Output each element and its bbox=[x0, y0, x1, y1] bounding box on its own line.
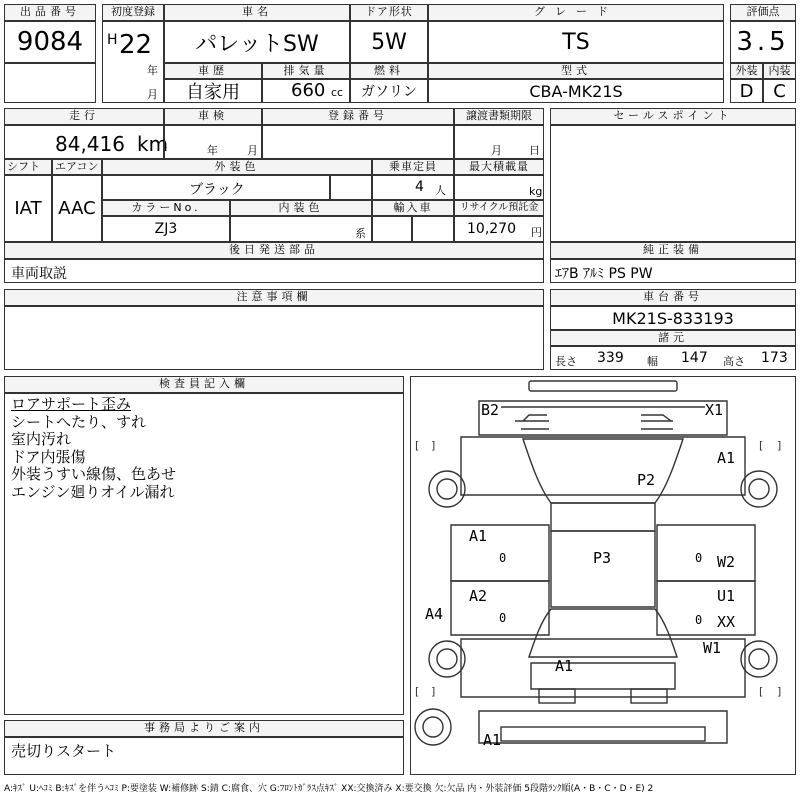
front-left-wheel bbox=[429, 471, 465, 507]
exterior-grade-label: 外装 bbox=[730, 63, 763, 79]
model-code: CBA-MK21S bbox=[428, 79, 724, 103]
recycle-unit: 円 bbox=[531, 226, 542, 239]
max-load-cell bbox=[454, 175, 544, 200]
sales-point bbox=[550, 125, 796, 242]
inspector-line: ロアサポート歪み bbox=[11, 395, 132, 413]
roof-shape bbox=[551, 531, 655, 607]
score: 3.5 bbox=[730, 21, 796, 63]
dimensions-cell bbox=[550, 346, 796, 370]
inspection-year-unit: 年 bbox=[207, 144, 218, 157]
right-rear-door-shape bbox=[657, 581, 755, 635]
interior-grade-label: 内装 bbox=[763, 63, 796, 79]
registration-year: 22 bbox=[119, 30, 153, 60]
later-parts: 車両取説 bbox=[4, 259, 544, 283]
inspector-line: エンジン廻りオイル漏れ bbox=[11, 482, 175, 501]
inspection-month-unit: 月 bbox=[247, 144, 258, 157]
width-label: 幅 bbox=[647, 355, 658, 368]
office-notice-label: 事務局よりご案内 bbox=[4, 720, 404, 737]
inspector-notes bbox=[4, 393, 404, 715]
svg-text:]: ] bbox=[777, 685, 782, 698]
shift-label: シフト bbox=[4, 159, 52, 175]
dimensions-label: 諸元 bbox=[550, 330, 796, 346]
import-label: 輸入車 bbox=[372, 200, 454, 216]
interior-color-cell bbox=[230, 216, 372, 242]
rear-window-shape bbox=[529, 609, 677, 657]
front-fenders-shape bbox=[461, 437, 745, 495]
length: 339 bbox=[597, 350, 624, 366]
transfer-deadline-label: 譲渡書類期限 bbox=[454, 108, 544, 125]
inspector-line: ドア内張傷 bbox=[11, 447, 86, 466]
sales-point-label: セールスポイント bbox=[550, 108, 796, 125]
capacity-unit: 人 bbox=[435, 184, 446, 197]
fuel-label: 燃料 bbox=[350, 63, 428, 79]
damage-mark-a1-roof: A1 bbox=[555, 657, 574, 675]
equipment: ｴｱB ｱﾙﾐ PS PW bbox=[550, 259, 796, 283]
front-roof-shape bbox=[551, 503, 655, 531]
transfer-deadline-cell bbox=[454, 125, 544, 159]
equipment-label: 純正装備 bbox=[550, 242, 796, 259]
height: 173 bbox=[761, 350, 788, 366]
damage-mark-w2: W2 bbox=[717, 553, 736, 571]
capacity-cell bbox=[372, 175, 454, 200]
inspector-label: 検査員記入欄 bbox=[4, 376, 404, 393]
max-load-label: 最大積載量 bbox=[454, 159, 544, 175]
svg-text:[: [ bbox=[415, 685, 420, 698]
transfer-day-unit: 日 bbox=[529, 144, 540, 157]
damage-mark-u1: U1 bbox=[717, 587, 736, 605]
grade: TS bbox=[428, 21, 724, 63]
later-parts-label: 後日発送部品 bbox=[4, 242, 544, 259]
svg-text:[: [ bbox=[415, 439, 420, 452]
exterior-grade: D bbox=[730, 79, 763, 103]
import-cell-b bbox=[412, 216, 454, 242]
svg-text:]: ] bbox=[431, 685, 436, 698]
interior-grade: C bbox=[763, 79, 796, 103]
rear-plate-area bbox=[501, 727, 705, 741]
damage-mark-a1-left-front: A1 bbox=[469, 527, 488, 545]
era-letter: H bbox=[107, 32, 118, 48]
history-label: 車歴 bbox=[164, 63, 262, 79]
damage-mark-a1-front-right: A1 bbox=[717, 449, 736, 467]
interior-color-unit: 系 bbox=[355, 227, 366, 240]
damage-mark-zero-right-front: 0 bbox=[695, 551, 703, 565]
registration-number-label: 登録番号 bbox=[262, 108, 454, 125]
damage-mark-zero-right-rear: 0 bbox=[695, 613, 703, 627]
rear-left-lamp bbox=[539, 689, 575, 703]
lot-number: 9084 bbox=[4, 21, 96, 63]
rear-right-lamp bbox=[631, 689, 667, 703]
rear-left-wheel bbox=[429, 641, 465, 677]
spare-wheel bbox=[415, 709, 451, 745]
car-damage-diagram bbox=[410, 376, 796, 775]
max-load-unit: kg bbox=[529, 185, 543, 198]
recycle-cell bbox=[454, 216, 544, 242]
color-number-label: カラーNo. bbox=[102, 200, 230, 216]
width: 147 bbox=[681, 350, 708, 366]
inspector-line: 室内汚れ bbox=[11, 430, 72, 448]
aircon-label: エアコン bbox=[52, 159, 102, 175]
damage-code-legend: A:ｷｽﾞ U:ﾍｺﾐ B:ｷｽﾞを伴うﾍｺﾐ P:要塗装 W:補修跡 S:錆 C:腐食、穴 G:ﾌﾛﾝﾄｶﾞﾗｽ点ｷｽﾞ XX:交換済み X:要交換 欠:欠品 内・外装評価 5段階ﾗﾝｸ順(A・B・C・D・E) 2 bbox=[4, 784, 654, 794]
damage-mark-zero-left-front: 0 bbox=[499, 551, 507, 565]
displacement-unit: cc bbox=[331, 86, 344, 99]
notes bbox=[4, 306, 544, 370]
left-rear-door-shape bbox=[451, 581, 549, 635]
damage-mark-zero-left-rear: 0 bbox=[499, 611, 507, 625]
svg-text:]: ] bbox=[431, 439, 436, 452]
year-unit: 年 bbox=[147, 64, 158, 77]
car-outline-svg bbox=[411, 377, 795, 774]
month-unit: 月 bbox=[147, 88, 158, 101]
car-name-label: 車名 bbox=[164, 4, 350, 21]
damage-mark-xx: XX bbox=[717, 613, 736, 631]
front-bumper-shape bbox=[529, 381, 677, 391]
chassis-label: 車台番号 bbox=[550, 289, 796, 306]
notes-label: 注意事項欄 bbox=[4, 289, 544, 306]
exterior-color-extra bbox=[330, 175, 372, 200]
damage-mark-a4: A4 bbox=[425, 605, 444, 623]
color-number: ZJ3 bbox=[102, 216, 230, 242]
mileage-label: 走行 bbox=[4, 108, 164, 125]
shift: IAT bbox=[4, 175, 52, 242]
registration-number bbox=[262, 125, 454, 159]
inspector-line: 外装うすい線傷、色あせ bbox=[11, 465, 177, 483]
displacement: 660 bbox=[291, 80, 326, 101]
history: 自家用 bbox=[164, 79, 262, 103]
aircon: AAC bbox=[52, 175, 102, 242]
front-right-wheel bbox=[741, 471, 777, 507]
import-cell-a bbox=[372, 216, 412, 242]
exterior-color-label: 外装色 bbox=[102, 159, 372, 175]
car-name: パレットSW bbox=[164, 21, 350, 63]
inspection-cell bbox=[164, 125, 262, 159]
damage-mark-x1: X1 bbox=[705, 401, 724, 419]
rear-right-wheel bbox=[741, 641, 777, 677]
windshield-shape bbox=[523, 439, 683, 503]
damage-mark-p2: P2 bbox=[637, 471, 656, 489]
chassis-number: MK21S-833193 bbox=[550, 306, 796, 330]
interior-color-label: 内装色 bbox=[230, 200, 372, 216]
damage-mark-a2-left-rear: A2 bbox=[469, 587, 488, 605]
door-type: 5W bbox=[350, 21, 428, 63]
damage-mark-w1: W1 bbox=[703, 639, 722, 657]
mileage: 84,416 bbox=[55, 132, 125, 156]
damage-mark-b2: B2 bbox=[481, 401, 500, 419]
mileage-cell bbox=[4, 125, 169, 159]
height-label: 高さ bbox=[723, 355, 745, 368]
model-label: 型式 bbox=[428, 63, 724, 79]
transfer-month-unit: 月 bbox=[491, 144, 502, 157]
right-front-door-shape bbox=[657, 525, 755, 581]
first-registration-cell bbox=[102, 21, 164, 103]
svg-text:[: [ bbox=[759, 439, 764, 452]
rear-hatch-shape bbox=[531, 663, 675, 689]
capacity-label: 乗車定員 bbox=[372, 159, 454, 175]
fuel: ガソリン bbox=[350, 79, 428, 103]
svg-text:[: [ bbox=[759, 685, 764, 698]
damage-mark-a1-rear: A1 bbox=[483, 731, 502, 749]
recycle-label: リサイクル預託金 bbox=[454, 200, 544, 216]
damage-mark-p3: P3 bbox=[593, 549, 612, 567]
door-type-label: ドア形状 bbox=[350, 4, 428, 21]
length-label: 長さ bbox=[555, 355, 577, 368]
hood-front-shape bbox=[479, 401, 727, 435]
exterior-color-cell bbox=[102, 175, 330, 200]
first-registration-label: 初度登録 bbox=[102, 4, 164, 21]
headlight-lines bbox=[515, 421, 673, 429]
headlight-shapes bbox=[523, 415, 671, 421]
lot-number-label: 出品番号 bbox=[4, 4, 96, 21]
grade-label: グレード bbox=[428, 4, 724, 21]
inspection-label: 車検 bbox=[164, 108, 262, 125]
office-notice: 売切りスタート bbox=[4, 737, 404, 775]
displacement-cell bbox=[262, 79, 350, 103]
inspector-line: シートへたり、すれ bbox=[11, 412, 147, 431]
svg-text:]: ] bbox=[777, 439, 782, 452]
exterior-color: ブラック bbox=[189, 182, 245, 198]
lot-blank-cell bbox=[4, 63, 96, 103]
displacement-label: 排気量 bbox=[262, 63, 350, 79]
capacity: 4 bbox=[415, 179, 424, 195]
mileage-unit: km bbox=[137, 132, 169, 156]
recycle-fee: 10,270 bbox=[467, 221, 516, 237]
score-label: 評価点 bbox=[730, 4, 796, 21]
